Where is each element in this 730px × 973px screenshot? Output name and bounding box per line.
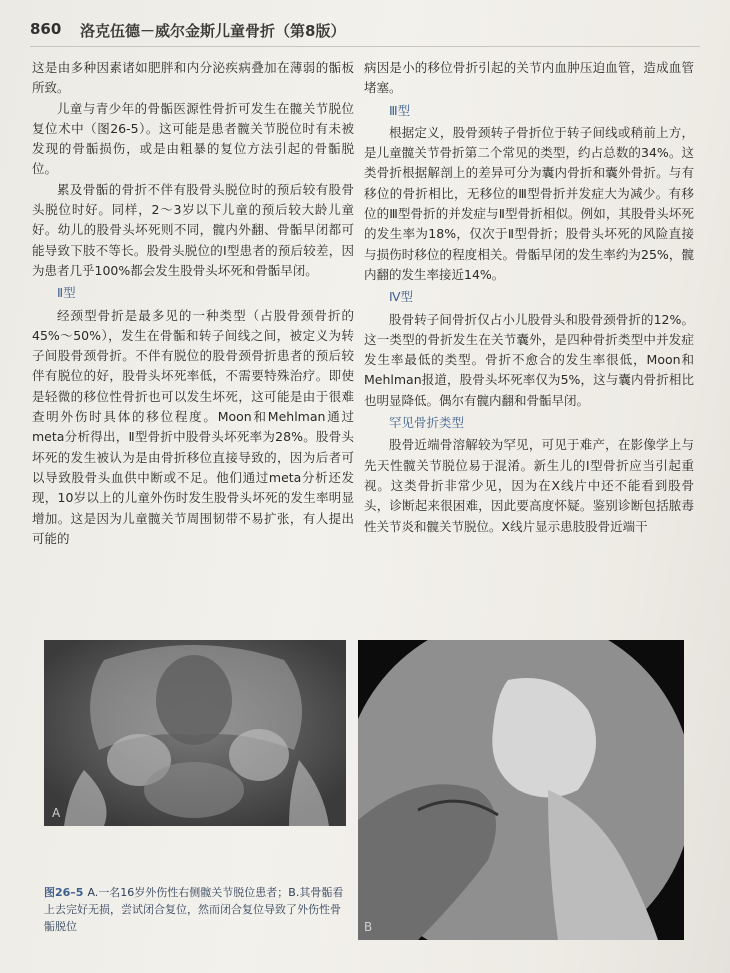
figure-caption-label: 图26–5	[44, 886, 84, 899]
page-header	[30, 14, 700, 47]
figure-caption-text: A.一名16岁外伤性右侧髋关节脱位患者；B.其骨骺看上去完好无损，尝试闭合复位，然而闭合复位导致了外伤性骨骺脱位	[44, 886, 344, 933]
paragraph: 股骨转子间骨折仅占小儿股骨头和股骨颈骨折的12%。这一类型的骨折发生在关节囊外，是四种骨折类型中并发症发生率最低的类型。骨折不愈合的发生率很低，Moon和Mehlman报道，股骨头坏死率仅为5%，这与囊内骨折相比也明显降低。偶尔有髋内翻和骨骺早闭。	[364, 311, 694, 408]
panel-label-a: A	[52, 806, 61, 820]
xray-image-b	[358, 640, 684, 940]
paragraph: 病因是小的移位骨折引起的关节内血肿压迫血管，造成血管堵塞。	[364, 60, 694, 96]
figure-caption	[44, 884, 344, 935]
running-title: 洛克伍德－威尔金斯儿童骨折（第8版）	[80, 22, 346, 40]
page-number: 860	[30, 20, 62, 38]
section-heading-type-4: Ⅳ型	[389, 289, 414, 305]
paragraph: 经颈型骨折是最多见的一种类型（占股骨颈骨折的45%～50%），发生在骨骺和转子间线之间，被定义为转子间股骨颈骨折。不伴有脱位的股骨颈骨折患者的预后较伴有脱位的好，股骨头坏死率低，不需要特殊治疗。即使是轻微的移位性骨折也可以发生坏死，这可能是由于很难查明外伤时具体的移位程度。Moon和Mehlman通过meta分析得出，Ⅱ型骨折中股骨头坏死率为28%。股骨头坏死的发生被认为是由骨折移位直接导致的，因为后者可以导致股骨头血供中断或不足。他们通过meta分析还发现，10岁以上的儿童外伤时发生股骨头坏死的发生率明显增加。这是因为儿童髋关节周围韧带不易扩张，有人提出可能的	[32, 307, 354, 546]
section-heading-type-2: Ⅱ型	[57, 285, 76, 301]
paragraph: 股骨近端骨溶解较为罕见，可见于难产，在影像学上与先天性髋关节脱位易于混淆。新生儿的Ⅰ型骨折应当引起重视。这类骨折非常少见，因为在X线片中还不能看到股骨头，诊断起来很困难，因此要高度怀疑。鉴别诊断包括脓毒性关节炎和髋关节脱位。X线片显示患肢股骨近端干	[364, 437, 694, 534]
right-text-column	[364, 58, 694, 537]
section-heading-rare-types: 罕见骨折类型	[389, 415, 465, 431]
left-text-column	[32, 58, 354, 549]
paragraph: 根据定义，股骨颈转子骨折位于转子间线或稍前上方，是儿童髋关节骨折第二个常见的类型，约占总数的34%。这类骨折根据解剖上的差异可分为囊内骨折和囊外骨折。与有移位的骨折相比，无移位的Ⅲ型骨折并发症大为减少。有移位的Ⅲ型骨折的并发症与Ⅱ型骨折相似。例如，其股骨头坏死的发生率为18%，仅次于Ⅱ型骨折；股骨头坏死的风险直接与损伤时移位的程度相关。骨骺早闭的发生率约为25%，髋内翻的发生率接近14%。	[364, 124, 694, 282]
pelvis-xray-graphic	[44, 640, 346, 826]
section-heading-type-3: Ⅲ型	[389, 102, 411, 118]
paragraph: 这是由多种因素诸如肥胖和内分泌疾病叠加在薄弱的骺板所致。	[32, 60, 354, 96]
paragraph: 儿童与青少年的骨骺医源性骨折可发生在髋关节脱位复位术中（图26-5）。这可能是患者髋关节脱位时有未被发现的骨骺损伤，或是由粗暴的复位方法引起的骨骺脱位。	[32, 100, 354, 177]
panel-label-b: B	[364, 920, 373, 934]
xray-image-a	[44, 640, 346, 826]
hip-xray-graphic	[358, 640, 684, 940]
paragraph: 累及骨骺的骨折不伴有股骨头脱位时的预后较有股骨头脱位时好。同样，2～3岁以下儿童的预后较大龄儿童好。幼儿的股骨头坏死则不同，髋内外翻、骨骺早闭都可能导致下肢不等长。股骨头脱位的Ⅰ型患者的预后较差，因为患者几乎100%都会发生股骨头坏死和骨骺早闭。	[32, 181, 354, 278]
